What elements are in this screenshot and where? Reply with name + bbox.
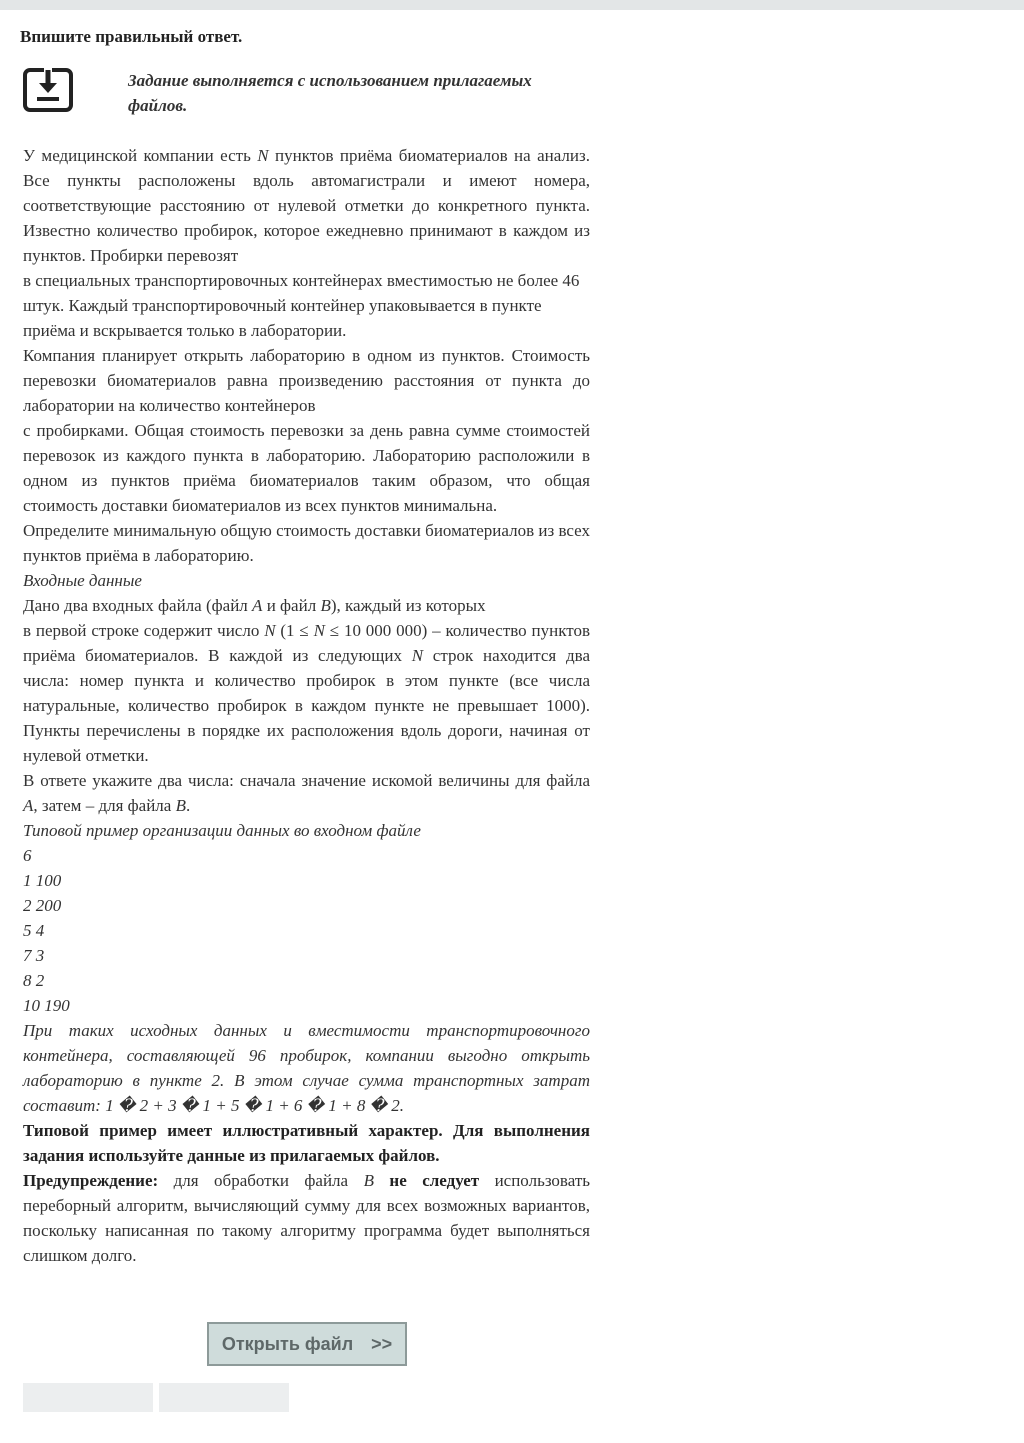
example-explanation: При таких исходных данных и вместимости транспортировочного контейнера, составляющей 96 пробирок, компании выгодно открыть лабораторию в пункте 2. В этом случае сумма транспортных затрат составит: 1 � 2 + 3 � 1 + 5 � 1 + 6 � 1 + 8 � 2. — [23, 1021, 590, 1115]
task-text — [23, 143, 590, 1268]
top-bar — [0, 0, 1024, 10]
answer-tab-2[interactable] — [159, 1383, 289, 1412]
example-line: 10 190 — [23, 996, 70, 1015]
warning-paragraph: Предупреждение: для обработки файла B не следует использовать переборный алгоритм, вычисляющий сумму для всех возможных вариантов, поскольку написанная по такому алгоритму программа будет выполняться слишком долго. — [23, 1171, 591, 1265]
open-file-button-wrapper — [207, 1322, 407, 1366]
example-line: 7 3 — [23, 946, 45, 965]
example-heading: Типовой пример организации данных во входном файле — [23, 821, 421, 840]
paragraph-goal: Определите минимальную общую стоимость доставки биоматериалов из всех пунктов приёма в лабораторию. — [23, 521, 590, 565]
instruction-text: Впишите правильный ответ. — [20, 27, 243, 46]
answer-tab-1[interactable] — [23, 1383, 153, 1412]
paragraph-lab-plan: Компания планирует открыть лабораторию в одном из пунктов. Стоимость перевозки биоматериалов равна произведению расстояния от пункта до лаборатории на количество контейнеров — [23, 346, 590, 415]
open-file-label: Открыть файл — [221, 1333, 354, 1354]
open-file-button[interactable] — [207, 1322, 407, 1366]
paragraph-input-format: в первой строке содержит число N (1 ≤ N ≤ 10 000 000) – количество пунктов приёма биоматериалов. В каждой из следующих N строк находится два числа: номер пункта и количество пробирок в этом пункте (все числа натуральные, количество пробирок в каждом пункте не превышает 1000). Пункты перечислены в порядке их расположения вдоль дороги, начиная от нулевой отметки. — [23, 621, 590, 765]
example-line: 5 4 — [23, 921, 45, 940]
example-line: 1 100 — [23, 871, 62, 890]
download-icon — [23, 68, 73, 112]
paragraph-containers: в специальных транспортировочных контейнерах вместимостью не более 46 штук. Каждый транспортировочный контейнер упаковывается в пункте приёма и вскрывается только в лаборатории. — [23, 271, 580, 340]
double-chevron-right-icon: >> — [371, 1333, 393, 1354]
input-heading: Входные данные — [23, 571, 142, 590]
attachment-note: Задание выполняется с использованием прилагаемых файлов. — [128, 71, 532, 115]
paragraph-intro: У медицинской компании есть N пунктов приёма биоматериалов на анализ. Все пункты расположены вдоль автомагистрали и имеют номера, соответствующие расстоянию от нулевой отметки до конкретного пункта. Известно количество пробирок, которое ежедневно принимают в каждом из пунктов. Пробирки перевозят — [23, 146, 590, 265]
paragraph-total-cost: с пробирками. Общая стоимость перевозки за день равна сумме стоимостей перевозок из каждого пункта в лабораторию. Лабораторию расположили в одном из пунктов приёма биоматериалов таким образом, что общая стоимость доставки биоматериалов из всех пунктов минимальна. — [23, 421, 590, 515]
example-line: 6 — [23, 846, 32, 865]
paragraph-input-files: Дано два входных файла (файл A и файл B), каждый из которых — [23, 596, 486, 615]
example-line: 2 200 — [23, 896, 62, 915]
paragraph-answer-format: В ответе укажите два числа: сначала значение искомой величины для файла A, затем – для файла B. — [23, 771, 590, 815]
illustrative-note: Типовой пример имеет иллюстративный характер. Для выполнения задания используйте данные из прилагаемых файлов. — [23, 1121, 590, 1165]
example-line: 8 2 — [23, 971, 45, 990]
